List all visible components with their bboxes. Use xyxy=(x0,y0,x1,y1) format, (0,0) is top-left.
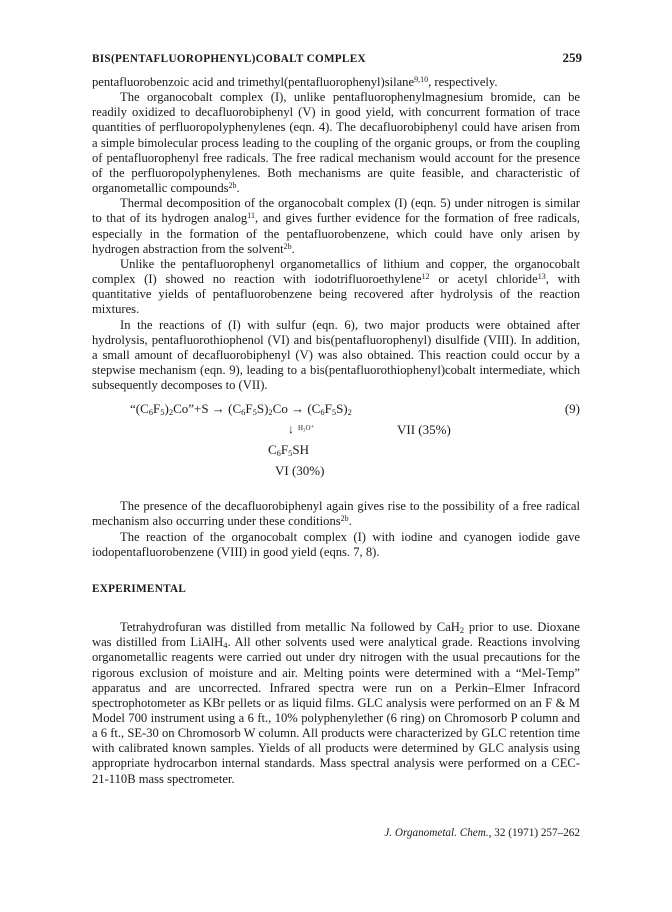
reference-marker: 2b xyxy=(228,181,237,191)
journal-citation: J. Organometal. Chem., 32 (1971) 257–262 xyxy=(384,827,580,839)
reference-marker: 12 xyxy=(421,272,430,282)
hydrolysis-arrow: ↓ $^{H_3O^+}$ xyxy=(288,422,315,437)
product-c6f5sh: $C_6F_5SH$ xyxy=(268,442,310,459)
equation-number: (9) xyxy=(564,401,580,417)
reference-marker: 13 xyxy=(537,272,546,282)
product-vii-yield: VII (35%) xyxy=(397,422,451,438)
reference-marker: 2b xyxy=(340,514,349,524)
paragraph-oxidation: The organocobalt complex (I), unlike pentafluorophenylmagnesium bromide, can be readily oxidized to decafluorobiphenyl (V) in good yield, with concurrent formation of trace quantities of perfluoropolyphenylenes (eqn. 4). The decafluorobiphenyl could have arisen from a simple bimolecular process leading to the coupling of the organic groups, or from the coupling of pentafluorophenyl free radicals. The free radical mechanism would account for the presence of the perfluoropolyphenylenes. Both mechanisms are quite feasible, and characteristic of organometallic compounds$^{2b}$. xyxy=(92,90,580,196)
page-header xyxy=(92,50,582,66)
article-body xyxy=(92,75,580,787)
paragraph-sulfur-reaction: In the reactions of (I) with sulfur (eqn. 6), two major products were obtained after hydrolysis, pentafluorothiophenol (VI) and bis(pentafluorophenyl) disulfide (VIII). In addition, a small amount of decafluorobiphenyl (V) was also obtained. This reaction could occur by a stepwise mechanism (eqn. 9), leading to a bis(pentafluorothiophenyl)cobalt intermediate, which subsequently decomposes to (VII). xyxy=(92,317,580,393)
paragraph-continuation: pentafluorobenzoic acid and trimethyl(pentafluorophenyl)silane$^{9,10}$, respectively. xyxy=(92,75,498,89)
reference-marker: 9,10 xyxy=(414,75,429,84)
section-heading-experimental: EXPERIMENTAL xyxy=(92,582,187,595)
reference-marker: 2b xyxy=(283,241,292,251)
paragraph-no-reaction: Unlike the pentafluorophenyl organometallics of lithium and copper, the organocobalt complex (I) showed no reaction with iodotrifluoroethylene$^{12}$ or acetyl chloride$^{13}$, with quantitative yields of pentafluorobenzene being recovered after hydrolysis of the reaction mixtures. xyxy=(92,256,581,317)
paragraph-free-radical: The presence of the decafluorobiphenyl again gives rise to the possibility of a free radical mechanism also occurring under these conditions$^{2b}$. xyxy=(92,499,580,529)
paragraph-experimental: Tetrahydrofuran was distilled from metallic Na followed by CaH$_2$ prior to use. Dioxane was distilled from LiAlH$_4$. All other solvents used were analytical grade. Reactions involving organometallic reagents were carried out under dry nitrogen with the usual precautions for the rigorous exclusion of moisture and air. Melting points were determined with a “Mel-Temp” apparatus and are uncorrected. Infrared spectra were run on a Perkin–Elmer Infracord spectrophotometer as KBr pellets or as liquid films. GLC analysis were performed on an F & M Model 700 instrument using a 6 ft., 10% polyphenylether (6 ring) on Chromosorb P column and a 6 ft., SE-30 on Chromosorb W column. All products were characterized by GLC retention time with calibrated known samples. Yields of all products were determined by GLC analysis using appropriate hydrocarbon internal standards. Mass spectral analysis were performed on a CEC-21-110B mass spectrometer. xyxy=(92,620,580,786)
equation-main-line: “$(C_6F_5)_2Co”+S \to (C_6F_5S)_2Co \to (C_6F_5S)_2$ xyxy=(130,401,352,418)
product-vi-yield: VI (30%) xyxy=(275,463,325,479)
running-head: BIS(PENTAFLUOROPHENYL)COBALT COMPLEX xyxy=(92,53,366,65)
paragraph-iodine-reaction: The reaction of the organocobalt complex (I) with iodine and cyanogen iodide gave iodopentafluorobenzene (VIII) in good yield (eqns. 7, 8). xyxy=(92,529,580,559)
reference-marker: 11 xyxy=(247,211,255,221)
page-number: 259 xyxy=(562,50,582,65)
paragraph-thermal-decomposition: Thermal decomposition of the organocobalt complex (I) (eqn. 5) under nitrogen is similar to that of its hydrogen analog$^{11}$, and gives further evidence for the formation of free radicals, especially in the formation of the pentafluorobenzene, which could have only arisen by hydrogen abstraction from the solvent$^{2b}$. xyxy=(92,196,580,256)
equation-9 xyxy=(92,401,580,493)
